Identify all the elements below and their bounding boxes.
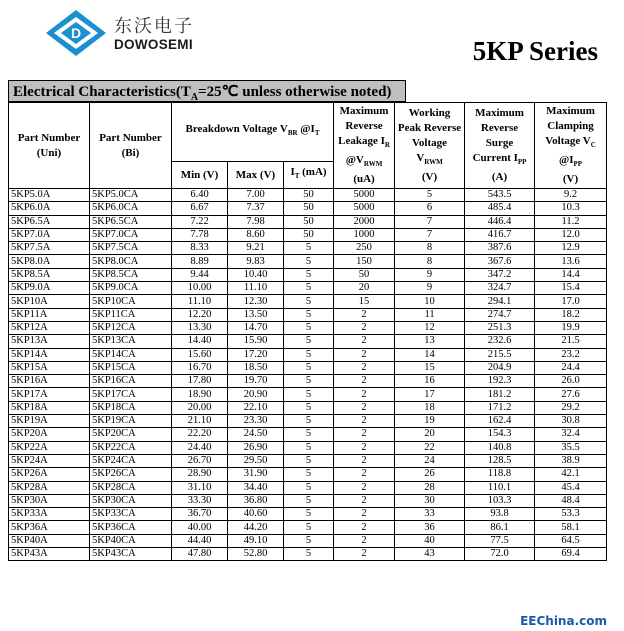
cell-vc-v: 18.2 (535, 308, 607, 321)
cell-min-v: 8.33 (172, 242, 228, 255)
cell-vc-v: 12.0 (535, 228, 607, 241)
table-row (9, 282, 607, 295)
cell-vc-v: 58.1 (535, 521, 607, 534)
header-part-number-bi: Part Number (Bi) (90, 103, 172, 189)
cell-ipp-a: 128.5 (465, 454, 535, 467)
cell-vc-v: 69.4 (535, 548, 607, 561)
cell-ipp-a: 204.9 (465, 361, 535, 374)
cell-max-v: 7.37 (228, 202, 284, 215)
cell-it-ma: 5 (284, 388, 334, 401)
cell-it-ma: 5 (284, 521, 334, 534)
header-clamping-voltage: Maximum Clamping Voltage $V_C$ $@I_{PP}$ (V) (535, 103, 607, 189)
cell-leakage-ua: 5000 (334, 189, 395, 202)
header-breakdown-voltage: Breakdown Voltage $V_{BR}$ $@I_T$ (172, 103, 334, 162)
cell-it-ma: 50 (284, 202, 334, 215)
table-row (9, 242, 607, 255)
cell-leakage-ua: 2 (334, 441, 395, 454)
cell-it-ma: 5 (284, 295, 334, 308)
cell-leakage-ua: 2 (334, 548, 395, 561)
cell-leakage-ua: 2 (334, 468, 395, 481)
cell-min-v: 13.30 (172, 321, 228, 334)
cell-ipp-a: 347.2 (465, 268, 535, 281)
cell-leakage-ua: 2 (334, 481, 395, 494)
cell-max-v: 52.80 (228, 548, 284, 561)
cell-vc-v: 26.0 (535, 375, 607, 388)
cell-ipp-a: 77.5 (465, 534, 535, 547)
cell-ipp-a: 543.5 (465, 189, 535, 202)
cell-it-ma: 50 (284, 215, 334, 228)
cell-leakage-ua: 2 (334, 508, 395, 521)
cell-ipp-a: 93.8 (465, 508, 535, 521)
cell-leakage-ua: 2 (334, 321, 395, 334)
table-row (9, 215, 607, 228)
table-row (9, 481, 607, 494)
cell-vrwm-v: 33 (395, 508, 465, 521)
cell-part-uni: 5KP5.0A (9, 189, 90, 202)
cell-vrwm-v: 20 (395, 428, 465, 441)
cell-vc-v: 38.9 (535, 454, 607, 467)
cell-part-bi: 5KP7.0CA (90, 228, 172, 241)
table-row (9, 202, 607, 215)
header-reverse-leakage: Maximum Reverse Leakage $I_R$ $@V_{RWM}$ (uA) (334, 103, 395, 189)
cell-ipp-a: 118.8 (465, 468, 535, 481)
cell-vc-v: 23.2 (535, 348, 607, 361)
cell-ipp-a: 215.5 (465, 348, 535, 361)
cell-part-uni: 5KP26A (9, 468, 90, 481)
cell-it-ma: 5 (284, 441, 334, 454)
cell-max-v: 36.80 (228, 494, 284, 507)
cell-vrwm-v: 16 (395, 375, 465, 388)
cell-part-bi: 5KP8.0CA (90, 255, 172, 268)
cell-part-bi: 5KP6.5CA (90, 215, 172, 228)
cell-max-v: 7.98 (228, 215, 284, 228)
cell-vrwm-v: 7 (395, 215, 465, 228)
cell-part-bi: 5KP5.0CA (90, 189, 172, 202)
table-row (9, 494, 607, 507)
cell-part-bi: 5KP24CA (90, 454, 172, 467)
cell-max-v: 12.30 (228, 295, 284, 308)
cell-ipp-a: 232.6 (465, 335, 535, 348)
cell-leakage-ua: 2 (334, 534, 395, 547)
cell-max-v: 34.40 (228, 481, 284, 494)
cell-part-uni: 5KP18A (9, 401, 90, 414)
cell-ipp-a: 274.7 (465, 308, 535, 321)
cell-part-bi: 5KP28CA (90, 481, 172, 494)
cell-min-v: 11.10 (172, 295, 228, 308)
cell-vc-v: 12.9 (535, 242, 607, 255)
cell-it-ma: 50 (284, 189, 334, 202)
cell-vc-v: 53.3 (535, 508, 607, 521)
header-max-voltage: Max (V) (228, 162, 284, 189)
cell-it-ma: 5 (284, 508, 334, 521)
cell-part-uni: 5KP13A (9, 335, 90, 348)
cell-leakage-ua: 2 (334, 428, 395, 441)
cell-vc-v: 15.4 (535, 282, 607, 295)
cell-part-bi: 5KP7.5CA (90, 242, 172, 255)
cell-vc-v: 35.5 (535, 441, 607, 454)
cell-part-bi: 5KP12CA (90, 321, 172, 334)
cell-vrwm-v: 36 (395, 521, 465, 534)
table-row (9, 268, 607, 281)
cell-part-uni: 5KP16A (9, 375, 90, 388)
cell-max-v: 10.40 (228, 268, 284, 281)
series-title: 5KP Series (472, 36, 598, 66)
table-row (9, 454, 607, 467)
cell-it-ma: 5 (284, 282, 334, 295)
cell-leakage-ua: 2 (334, 388, 395, 401)
cell-part-uni: 5KP19A (9, 415, 90, 428)
cell-part-uni: 5KP30A (9, 494, 90, 507)
cell-min-v: 24.40 (172, 441, 228, 454)
cell-ipp-a: 181.2 (465, 388, 535, 401)
cell-ipp-a: 162.4 (465, 415, 535, 428)
cell-max-v: 14.70 (228, 321, 284, 334)
cell-part-uni: 5KP43A (9, 548, 90, 561)
cell-max-v: 26.90 (228, 441, 284, 454)
cell-part-bi: 5KP16CA (90, 375, 172, 388)
cell-part-bi: 5KP17CA (90, 388, 172, 401)
table-row (9, 428, 607, 441)
cell-leakage-ua: 2 (334, 361, 395, 374)
cell-leakage-ua: 2 (334, 335, 395, 348)
cell-it-ma: 5 (284, 415, 334, 428)
cell-ipp-a: 416.7 (465, 228, 535, 241)
cell-max-v: 29.50 (228, 454, 284, 467)
cell-part-bi: 5KP40CA (90, 534, 172, 547)
cell-max-v: 18.50 (228, 361, 284, 374)
cell-vc-v: 13.6 (535, 255, 607, 268)
cell-max-v: 24.50 (228, 428, 284, 441)
cell-it-ma: 5 (284, 481, 334, 494)
cell-vc-v: 42.1 (535, 468, 607, 481)
cell-part-uni: 5KP28A (9, 481, 90, 494)
cell-leakage-ua: 50 (334, 268, 395, 281)
cell-part-uni: 5KP24A (9, 454, 90, 467)
cell-max-v: 9.83 (228, 255, 284, 268)
cell-vrwm-v: 13 (395, 335, 465, 348)
cell-min-v: 33.30 (172, 494, 228, 507)
cell-part-uni: 5KP8.0A (9, 255, 90, 268)
brand-name-en: DOWOSEMI (114, 37, 193, 52)
cell-min-v: 6.40 (172, 189, 228, 202)
table-row (9, 441, 607, 454)
cell-ipp-a: 103.3 (465, 494, 535, 507)
cell-vrwm-v: 24 (395, 454, 465, 467)
electrical-characteristics-table (8, 102, 607, 561)
cell-part-uni: 5KP11A (9, 308, 90, 321)
cell-vrwm-v: 14 (395, 348, 465, 361)
table-row (9, 548, 607, 561)
cell-vrwm-v: 8 (395, 255, 465, 268)
cell-leakage-ua: 5000 (334, 202, 395, 215)
cell-max-v: 19.70 (228, 375, 284, 388)
cell-leakage-ua: 2 (334, 521, 395, 534)
table-row (9, 308, 607, 321)
cell-vrwm-v: 40 (395, 534, 465, 547)
cell-leakage-ua: 1000 (334, 228, 395, 241)
cell-min-v: 31.10 (172, 481, 228, 494)
cell-vrwm-v: 5 (395, 189, 465, 202)
table-row (9, 189, 607, 202)
cell-leakage-ua: 20 (334, 282, 395, 295)
cell-vrwm-v: 8 (395, 242, 465, 255)
cell-max-v: 17.20 (228, 348, 284, 361)
cell-part-uni: 5KP17A (9, 388, 90, 401)
cell-vc-v: 48.4 (535, 494, 607, 507)
cell-it-ma: 5 (284, 428, 334, 441)
table-row (9, 375, 607, 388)
cell-it-ma: 5 (284, 548, 334, 561)
cell-part-bi: 5KP15CA (90, 361, 172, 374)
cell-max-v: 7.00 (228, 189, 284, 202)
cell-vc-v: 29.2 (535, 401, 607, 414)
cell-min-v: 7.78 (172, 228, 228, 241)
cell-leakage-ua: 150 (334, 255, 395, 268)
cell-vc-v: 19.9 (535, 321, 607, 334)
cell-min-v: 10.00 (172, 282, 228, 295)
cell-it-ma: 5 (284, 255, 334, 268)
cell-part-bi: 5KP33CA (90, 508, 172, 521)
cell-vc-v: 45.4 (535, 481, 607, 494)
cell-min-v: 17.80 (172, 375, 228, 388)
cell-max-v: 11.10 (228, 282, 284, 295)
cell-part-bi: 5KP36CA (90, 521, 172, 534)
cell-max-v: 20.90 (228, 388, 284, 401)
cell-it-ma: 5 (284, 468, 334, 481)
cell-ipp-a: 324.7 (465, 282, 535, 295)
cell-part-bi: 5KP6.0CA (90, 202, 172, 215)
table-row (9, 415, 607, 428)
header-part-number-uni: Part Number (Uni) (9, 103, 90, 189)
cell-min-v: 44.40 (172, 534, 228, 547)
cell-min-v: 22.20 (172, 428, 228, 441)
table-row (9, 468, 607, 481)
cell-part-bi: 5KP20CA (90, 428, 172, 441)
cell-leakage-ua: 2 (334, 375, 395, 388)
cell-min-v: 21.10 (172, 415, 228, 428)
cell-part-bi: 5KP22CA (90, 441, 172, 454)
cell-it-ma: 5 (284, 348, 334, 361)
cell-vrwm-v: 9 (395, 268, 465, 281)
cell-it-ma: 5 (284, 401, 334, 414)
cell-max-v: 40.60 (228, 508, 284, 521)
cell-part-uni: 5KP7.0A (9, 228, 90, 241)
cell-part-bi: 5KP11CA (90, 308, 172, 321)
cell-vrwm-v: 30 (395, 494, 465, 507)
cell-min-v: 12.20 (172, 308, 228, 321)
cell-it-ma: 5 (284, 361, 334, 374)
cell-vc-v: 30.8 (535, 415, 607, 428)
cell-vc-v: 32.4 (535, 428, 607, 441)
cell-part-uni: 5KP6.5A (9, 215, 90, 228)
cell-ipp-a: 446.4 (465, 215, 535, 228)
cell-vrwm-v: 9 (395, 282, 465, 295)
cell-leakage-ua: 250 (334, 242, 395, 255)
cell-max-v: 49.10 (228, 534, 284, 547)
cell-it-ma: 5 (284, 335, 334, 348)
cell-part-bi: 5KP26CA (90, 468, 172, 481)
header-test-current: $I_T$ (mA) (284, 162, 334, 189)
cell-ipp-a: 294.1 (465, 295, 535, 308)
cell-ipp-a: 110.1 (465, 481, 535, 494)
cell-vrwm-v: 28 (395, 481, 465, 494)
cell-vrwm-v: 6 (395, 202, 465, 215)
cell-vrwm-v: 26 (395, 468, 465, 481)
cell-part-uni: 5KP22A (9, 441, 90, 454)
cell-vc-v: 10.3 (535, 202, 607, 215)
cell-ipp-a: 86.1 (465, 521, 535, 534)
cell-leakage-ua: 2 (334, 454, 395, 467)
cell-max-v: 15.90 (228, 335, 284, 348)
cell-part-uni: 5KP14A (9, 348, 90, 361)
cell-min-v: 26.70 (172, 454, 228, 467)
cell-min-v: 20.00 (172, 401, 228, 414)
cell-it-ma: 5 (284, 454, 334, 467)
cell-vc-v: 21.5 (535, 335, 607, 348)
cell-max-v: 22.10 (228, 401, 284, 414)
cell-min-v: 36.70 (172, 508, 228, 521)
cell-min-v: 7.22 (172, 215, 228, 228)
header-reverse-surge-current: Maximum Reverse Surge Current $I_{PP}$ (A) (465, 103, 535, 189)
cell-part-uni: 5KP36A (9, 521, 90, 534)
cell-max-v: 44.20 (228, 521, 284, 534)
cell-part-bi: 5KP14CA (90, 348, 172, 361)
cell-vrwm-v: 7 (395, 228, 465, 241)
cell-min-v: 8.89 (172, 255, 228, 268)
table-row (9, 521, 607, 534)
cell-part-uni: 5KP10A (9, 295, 90, 308)
header-min-voltage: Min (V) (172, 162, 228, 189)
cell-part-bi: 5KP30CA (90, 494, 172, 507)
cell-ipp-a: 140.8 (465, 441, 535, 454)
cell-it-ma: 5 (284, 375, 334, 388)
watermark-text: EEChina.com (517, 614, 610, 628)
cell-vc-v: 11.2 (535, 215, 607, 228)
table-row (9, 228, 607, 241)
cell-it-ma: 5 (284, 321, 334, 334)
cell-leakage-ua: 15 (334, 295, 395, 308)
cell-part-bi: 5KP18CA (90, 401, 172, 414)
cell-part-bi: 5KP8.5CA (90, 268, 172, 281)
cell-vc-v: 9.2 (535, 189, 607, 202)
cell-min-v: 18.90 (172, 388, 228, 401)
cell-vrwm-v: 15 (395, 361, 465, 374)
section-title: Electrical $Characteristics(T_A=25℃$ unless otherwise noted) (8, 80, 406, 102)
cell-part-bi: 5KP10CA (90, 295, 172, 308)
cell-vrwm-v: 22 (395, 441, 465, 454)
cell-max-v: 13.50 (228, 308, 284, 321)
cell-it-ma: 50 (284, 228, 334, 241)
cell-vrwm-v: 18 (395, 401, 465, 414)
cell-ipp-a: 251.3 (465, 321, 535, 334)
cell-leakage-ua: 2 (334, 401, 395, 414)
cell-max-v: 31.90 (228, 468, 284, 481)
cell-part-bi: 5KP13CA (90, 335, 172, 348)
cell-it-ma: 5 (284, 494, 334, 507)
cell-vrwm-v: 11 (395, 308, 465, 321)
logo-letter: D (70, 25, 82, 41)
cell-part-bi: 5KP43CA (90, 548, 172, 561)
cell-min-v: 28.90 (172, 468, 228, 481)
cell-part-uni: 5KP40A (9, 534, 90, 547)
cell-min-v: 9.44 (172, 268, 228, 281)
table-row (9, 361, 607, 374)
cell-vc-v: 14.4 (535, 268, 607, 281)
cell-ipp-a: 192.3 (465, 375, 535, 388)
cell-ipp-a: 72.0 (465, 548, 535, 561)
cell-part-uni: 5KP8.5A (9, 268, 90, 281)
cell-min-v: 6.67 (172, 202, 228, 215)
cell-part-uni: 5KP9.0A (9, 282, 90, 295)
cell-leakage-ua: 2 (334, 415, 395, 428)
cell-vrwm-v: 43 (395, 548, 465, 561)
cell-it-ma: 5 (284, 268, 334, 281)
cell-ipp-a: 485.4 (465, 202, 535, 215)
cell-vc-v: 27.6 (535, 388, 607, 401)
cell-part-uni: 5KP15A (9, 361, 90, 374)
table-row (9, 255, 607, 268)
table-row (9, 321, 607, 334)
cell-vrwm-v: 17 (395, 388, 465, 401)
cell-it-ma: 5 (284, 534, 334, 547)
cell-vrwm-v: 10 (395, 295, 465, 308)
cell-max-v: 9.21 (228, 242, 284, 255)
cell-min-v: 16.70 (172, 361, 228, 374)
cell-vrwm-v: 19 (395, 415, 465, 428)
cell-part-uni: 5KP6.0A (9, 202, 90, 215)
header-working-peak-reverse-voltage: Working Peak Reverse Voltage $V_{RWM}$ (V) (395, 103, 465, 189)
cell-vrwm-v: 12 (395, 321, 465, 334)
cell-vc-v: 64.5 (535, 534, 607, 547)
table-row (9, 534, 607, 547)
cell-part-uni: 5KP20A (9, 428, 90, 441)
cell-min-v: 40.00 (172, 521, 228, 534)
table-row (9, 508, 607, 521)
cell-part-bi: 5KP9.0CA (90, 282, 172, 295)
table-row (9, 295, 607, 308)
cell-ipp-a: 171.2 (465, 401, 535, 414)
cell-leakage-ua: 2 (334, 348, 395, 361)
cell-part-uni: 5KP12A (9, 321, 90, 334)
cell-leakage-ua: 2000 (334, 215, 395, 228)
cell-ipp-a: 154.3 (465, 428, 535, 441)
cell-min-v: 14.40 (172, 335, 228, 348)
cell-leakage-ua: 2 (334, 308, 395, 321)
cell-min-v: 15.60 (172, 348, 228, 361)
cell-ipp-a: 387.6 (465, 242, 535, 255)
table-row (9, 335, 607, 348)
cell-it-ma: 5 (284, 308, 334, 321)
cell-part-uni: 5KP7.5A (9, 242, 90, 255)
cell-max-v: 23.30 (228, 415, 284, 428)
table-row (9, 388, 607, 401)
brand-name-cn: 东沃电子 (114, 16, 194, 37)
cell-min-v: 47.80 (172, 548, 228, 561)
table-row (9, 348, 607, 361)
cell-ipp-a: 367.6 (465, 255, 535, 268)
cell-vc-v: 24.4 (535, 361, 607, 374)
dowosemi-logo-icon (44, 8, 108, 58)
cell-part-bi: 5KP19CA (90, 415, 172, 428)
cell-part-uni: 5KP33A (9, 508, 90, 521)
table-row (9, 401, 607, 414)
cell-leakage-ua: 2 (334, 494, 395, 507)
cell-vc-v: 17.0 (535, 295, 607, 308)
cell-it-ma: 5 (284, 242, 334, 255)
cell-max-v: 8.60 (228, 228, 284, 241)
